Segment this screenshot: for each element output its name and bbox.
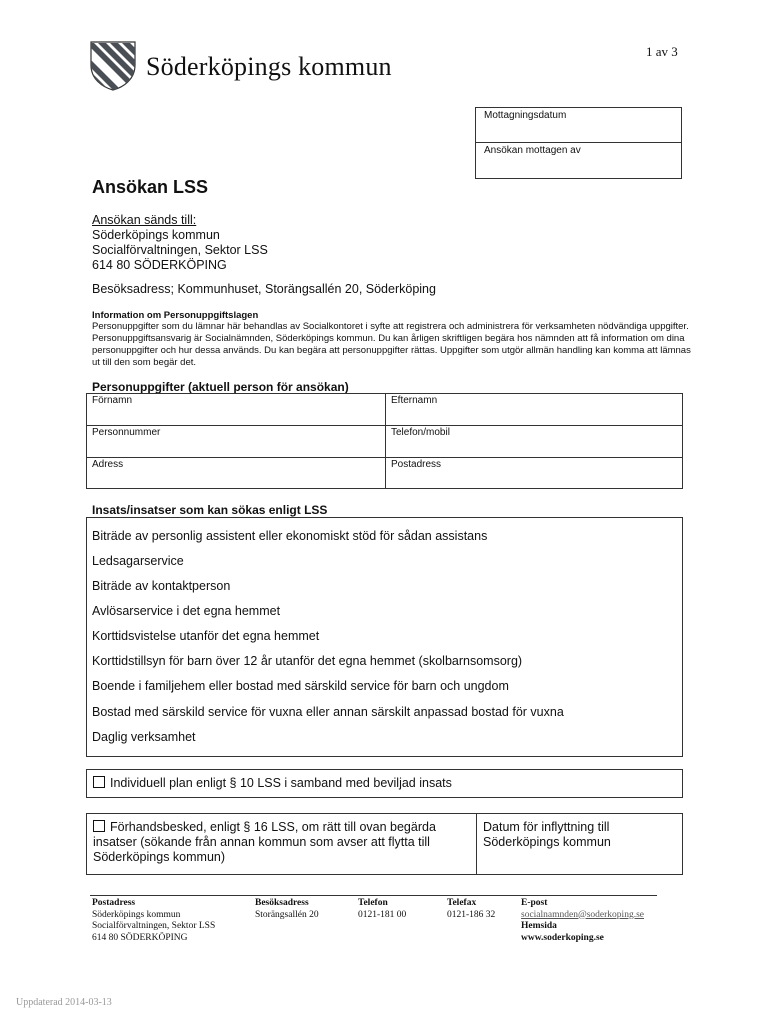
- updated-date: Uppdaterad 2014-03-13: [16, 997, 112, 1008]
- service-item[interactable]: Daglig verksamhet: [92, 730, 196, 744]
- email-link[interactable]: socialnamnden@soderkoping.se: [521, 909, 644, 920]
- service-item[interactable]: Korttidstillsyn för barn över 12 år utanför det egna hemmet (skolbarnsomsorg): [92, 654, 523, 668]
- services-box: [86, 517, 683, 757]
- last-name-label: Efternamn: [391, 395, 438, 406]
- organization-name: Söderköpings kommun: [146, 52, 392, 81]
- service-item[interactable]: Avlösarservice i det egna hemmet: [92, 604, 281, 618]
- ssn-field[interactable]: [87, 426, 385, 457]
- page-number: 1 av 3: [646, 44, 678, 59]
- ssn-label: Personnummer: [92, 427, 161, 438]
- footer-phone: [358, 898, 406, 921]
- service-item[interactable]: Biträde av kontaktperson: [92, 579, 231, 593]
- advance-ruling-line: Söderköpings kommun): [93, 850, 226, 864]
- footer-fax: [447, 898, 495, 921]
- send-to-line: Socialförvaltningen, Sektor LSS: [92, 243, 268, 257]
- postal-address-field[interactable]: [386, 458, 683, 489]
- footer-heading: Telefax: [447, 898, 477, 908]
- send-to-line: 614 80 SÖDERKÖPING: [92, 258, 227, 272]
- footer-text: Socialförvaltningen, Sektor LSS: [92, 921, 216, 931]
- received-date-field[interactable]: [476, 108, 681, 143]
- received-date-label: Mottagningsdatum: [484, 110, 567, 121]
- received-by-field[interactable]: [476, 143, 681, 178]
- footer-heading: Besöksadress: [255, 898, 309, 908]
- website-link[interactable]: www.soderkoping.se: [521, 932, 604, 943]
- page-title: Ansökan LSS: [92, 177, 209, 197]
- footer-heading: Postadress: [92, 898, 136, 908]
- footer-text: Storängsallén 20: [255, 909, 319, 920]
- advance-ruling-line: Förhandsbesked, enligt § 16 LSS, om rätt till ovan begärda: [110, 820, 436, 834]
- service-item[interactable]: Bostad med särskild service för vuxna eller annan särskilt anpassad bostad för vuxna: [92, 705, 564, 719]
- services-heading: Insats/insatser som kan sökas enligt LSS: [92, 503, 328, 517]
- moving-date-label: Datum för inflyttning till: [483, 820, 610, 834]
- footer-postal: [92, 898, 215, 944]
- reception-box: [475, 107, 682, 179]
- service-item[interactable]: Korttidsvistelse utanför det egna hemmet: [92, 629, 320, 643]
- advance-ruling-checkbox[interactable]: [93, 820, 105, 832]
- send-to-label: Ansökan sänds till:: [92, 213, 197, 227]
- advance-ruling-box: [86, 813, 683, 875]
- address-label: Adress: [92, 459, 124, 470]
- footer-heading: E-post: [521, 898, 548, 908]
- advance-ruling-line: insatser (sökande från annan kommun som avser att flytta till: [93, 835, 430, 849]
- moving-date-label: Söderköpings kommun: [483, 835, 611, 849]
- service-item[interactable]: Ledsagarservice: [92, 554, 184, 568]
- footer-text: Söderköpings kommun: [92, 909, 181, 920]
- phone-label: Telefon/mobil: [391, 427, 450, 438]
- privacy-text: Personuppgifter som du lämnar här behandlas av Socialkontoret i syfte att registrera och administrera för verksamheten nödvändiga uppgifter. Personuppgiftsansvarig är Socialnämnden, Söderköpings kommun. Du kan årligen skriftligen begära hos nämnden att få information om dina personuppgifter och hur dessa används. Du kan begära att personuppgifter rättas. Uppgifter som utgör allmän handling kan komma att lämnas ut till den som begär det.: [92, 321, 691, 368]
- footer-visit: [255, 898, 319, 921]
- received-by-label: Ansökan mottagen av: [484, 145, 581, 156]
- footer-divider: [90, 895, 657, 896]
- footer-text: 614 80 SÖDERKÖPING: [92, 932, 188, 943]
- footer-heading: Telefon: [358, 898, 388, 908]
- visit-address: Besöksadress; Kommunhuset, Storängsallén 20, Söderköping: [92, 282, 436, 296]
- service-item[interactable]: Biträde av personlig assistent eller ekonomiskt stöd för sådan assistans: [92, 529, 488, 543]
- last-name-field[interactable]: [386, 394, 683, 425]
- individual-plan-box: [86, 769, 683, 798]
- personal-heading: Personuppgifter (aktuell person för ansökan): [92, 380, 349, 394]
- individual-plan-label: Individuell plan enligt § 10 LSS i samband med beviljad insats: [110, 776, 452, 790]
- municipal-shield-icon: [90, 41, 136, 91]
- footer-heading: Hemsida: [521, 921, 557, 931]
- footer-text: 0121-186 32: [447, 909, 496, 920]
- footer-text: 0121-181 00: [358, 909, 407, 920]
- first-name-label: Förnamn: [92, 395, 133, 406]
- phone-field[interactable]: [386, 426, 683, 457]
- moving-date-field[interactable]: [483, 820, 679, 850]
- first-name-field[interactable]: [87, 394, 385, 425]
- individual-plan-checkbox[interactable]: [93, 776, 105, 788]
- send-to-line: Söderköpings kommun: [92, 228, 220, 242]
- postal-address-label: Postadress: [391, 459, 442, 470]
- send-to-address: [92, 213, 268, 273]
- footer-email: [521, 898, 644, 944]
- address-field[interactable]: [87, 458, 385, 489]
- privacy-title: Information om Personuppgiftslagen: [92, 310, 259, 321]
- service-item[interactable]: Boende i familjehem eller bostad med särskild service för barn och ungdom: [92, 679, 509, 693]
- personal-table: [86, 393, 683, 489]
